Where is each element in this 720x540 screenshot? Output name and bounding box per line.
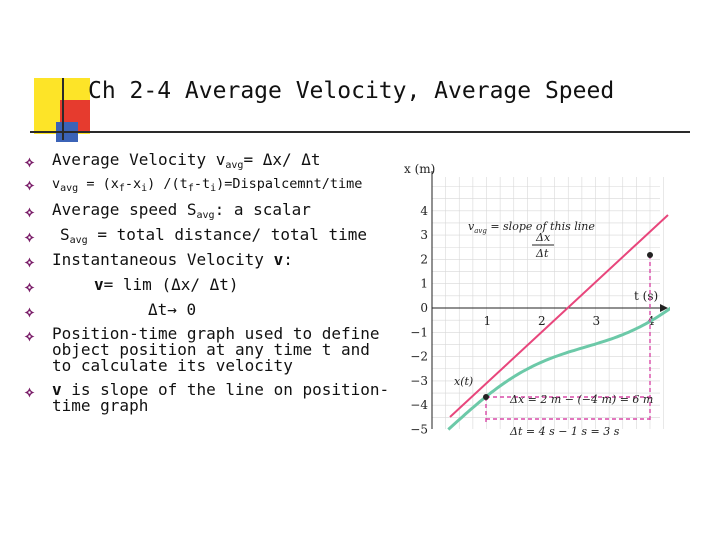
diamond-bullet-icon <box>24 179 35 190</box>
subscript: f <box>187 183 194 194</box>
delta-t-annotation: Δt = 4 s − 1 s = 3 s <box>510 425 620 438</box>
slide-title: Ch 2-4 Average Velocity, Average Speed <box>88 78 615 104</box>
bullet-item-vavg-formula <box>24 176 396 193</box>
y-axis-label: x (m) <box>404 162 436 176</box>
text-run: v <box>52 176 61 192</box>
bullet-list <box>24 151 396 422</box>
diamond-bullet-icon <box>24 154 35 165</box>
bullet-item-average-velocity <box>24 150 396 171</box>
subscript: f <box>118 183 125 194</box>
x-axis-label: t (s) <box>634 289 659 303</box>
delta-x-annotation: Δx = 2 m − (−4 m) = 6 m <box>510 393 654 406</box>
bullet-item-limit <box>24 276 396 293</box>
bullet-item-slope <box>24 382 396 414</box>
diamond-bullet-icon <box>24 229 35 240</box>
text-run: Position-time graph used to define object position at any time t and to calculate its velocity <box>52 324 380 375</box>
y-tick-label: 1 <box>420 276 428 291</box>
text-run: is slope of the line on position-time graph <box>52 380 390 415</box>
text-run: : <box>283 250 293 269</box>
diamond-bullet-icon <box>24 254 35 265</box>
y-tick-label: 4 <box>420 203 428 218</box>
text-run: v <box>94 275 104 294</box>
diamond-bullet-icon <box>24 204 35 215</box>
text-run: )=Dispalcemnt/time <box>216 176 363 192</box>
diamond-bullet-icon <box>24 304 35 315</box>
subscript: avg <box>69 235 88 246</box>
title-underline <box>30 131 690 133</box>
y-tick-label: 2 <box>420 252 428 267</box>
x-tick-label: 3 <box>592 314 601 328</box>
text-run: S <box>60 225 70 244</box>
diamond-bullet-icon <box>24 329 35 340</box>
text-run: Δt→ 0 <box>148 300 197 319</box>
bullet-item-average-speed <box>24 200 396 221</box>
text-run: = total distance/ total time <box>87 225 368 244</box>
bullet-item-instantaneous-velocity <box>24 251 396 268</box>
y-tick-label: −5 <box>410 422 428 437</box>
subscript: avg <box>60 183 79 194</box>
bullet-item-savg-formula <box>24 225 396 246</box>
x-tick-label: 4 <box>647 314 655 328</box>
text-run: Instantaneous Velocity <box>52 250 274 269</box>
subscript: i <box>141 183 148 194</box>
end-point <box>647 252 653 258</box>
text-run: -x <box>124 176 142 192</box>
subscript: i <box>210 183 217 194</box>
y-tick-label: −1 <box>410 325 428 340</box>
fraction-denominator: Δt <box>536 247 549 260</box>
text-run: : a scalar <box>214 200 311 219</box>
position-time-graph <box>398 157 670 445</box>
text-run: = (x <box>78 176 119 192</box>
y-tick-label: 3 <box>420 228 428 243</box>
text-run: Average speed S <box>52 200 197 219</box>
slope-label: $v_{avg}$ = slope of this line <box>468 220 595 235</box>
text-run: v <box>273 250 284 269</box>
text-run: ) /(t <box>147 176 188 192</box>
diamond-bullet-icon <box>24 279 35 290</box>
bullet-item-delta-t <box>24 301 396 318</box>
subscript: avg <box>225 160 244 171</box>
start-point <box>483 394 489 400</box>
fraction-numerator: Δx <box>536 231 551 244</box>
x-tick-label: 2 <box>538 314 546 328</box>
text-run: = lim (Δx/ Δt) <box>103 275 239 294</box>
x-tick-label: 1 <box>483 314 492 328</box>
y-tick-label: −4 <box>410 398 428 413</box>
y-tick-label: −2 <box>410 349 428 364</box>
text-run: -t <box>193 176 211 192</box>
text-run: Average Velocity v <box>52 150 226 169</box>
y-tick-label: 0 <box>420 301 428 315</box>
subscript: avg <box>196 210 215 221</box>
text-run: v <box>52 380 62 399</box>
text-run: = Δx/ Δt <box>243 150 321 169</box>
bullet-item-position-time-graph <box>24 326 396 374</box>
y-tick-label: −3 <box>410 373 428 388</box>
diamond-bullet-icon <box>24 385 35 396</box>
curve-label: x(t) <box>454 375 474 388</box>
